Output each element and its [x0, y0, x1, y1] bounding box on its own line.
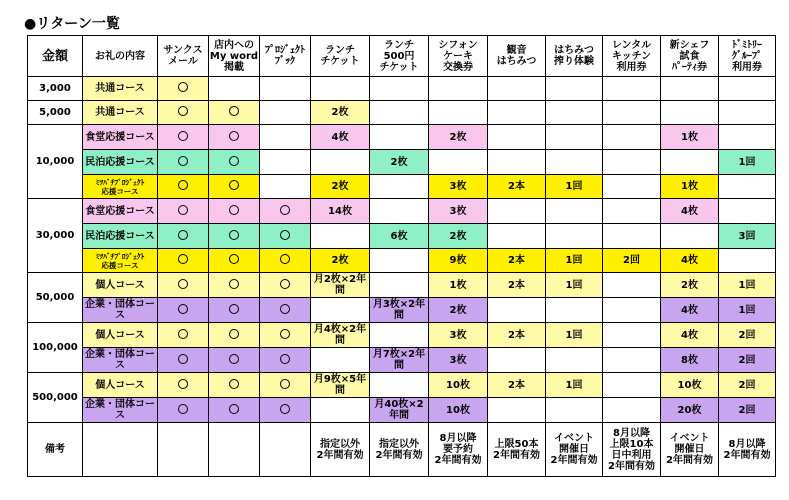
- table-row: [28, 398, 776, 423]
- value-cell: 2枚: [661, 273, 719, 298]
- course-cell: 共通コース: [83, 101, 158, 125]
- table-row: [28, 77, 776, 101]
- header-row: [28, 36, 776, 77]
- empty-cell: [260, 125, 311, 150]
- circle-mark-icon: [229, 279, 239, 289]
- value-cell: 4枚: [661, 199, 719, 224]
- page-title: ●リターン一覧: [24, 16, 120, 32]
- value-cell: 10枚: [429, 398, 488, 423]
- note-cell: イベント 開催日 2年間有効: [546, 423, 603, 477]
- value-cell: 3枚: [429, 175, 488, 199]
- circle-mark: [158, 323, 209, 348]
- circle-mark-icon: [178, 404, 188, 414]
- empty-cell: [546, 224, 603, 249]
- circle-mark-icon: [178, 156, 188, 166]
- empty-cell: [546, 199, 603, 224]
- circle-mark: [260, 224, 311, 249]
- course-cell: 企業・団体コース: [83, 348, 158, 373]
- circle-mark-icon: [178, 354, 188, 364]
- value-cell: 2本: [488, 249, 546, 273]
- empty-cell: [546, 125, 603, 150]
- course-cell: 民泊応援コース: [83, 224, 158, 249]
- header-dormitory: ﾄﾞﾐﾄﾘｰ ｸﾞﾙｰﾌﾟ 利用券: [719, 36, 776, 77]
- empty-cell: [603, 224, 661, 249]
- empty-cell: [719, 249, 776, 273]
- empty-cell: [603, 199, 661, 224]
- circle-mark-icon: [178, 106, 188, 116]
- note-cell: 8月以降 要予約 2年間有効: [429, 423, 488, 477]
- empty-cell: [429, 77, 488, 101]
- empty-cell: [546, 77, 603, 101]
- empty-cell: [260, 175, 311, 199]
- empty-cell: [158, 423, 209, 477]
- circle-mark: [209, 175, 260, 199]
- value-cell: 3回: [719, 224, 776, 249]
- circle-mark: [260, 298, 311, 323]
- header-myword: 店内への My word 掲載: [209, 36, 260, 77]
- value-cell: 2本: [488, 175, 546, 199]
- amount-cell: 100,000: [28, 323, 83, 373]
- empty-cell: [603, 398, 661, 423]
- empty-cell: [260, 423, 311, 477]
- empty-cell: [209, 423, 260, 477]
- empty-cell: [311, 150, 370, 175]
- table-row: [28, 323, 776, 348]
- circle-mark-icon: [178, 279, 188, 289]
- course-cell: ﾐﾂﾊﾞﾁﾌﾟﾛｼﾞｪｸﾄ 応援コース: [83, 249, 158, 273]
- value-cell: 8枚: [661, 348, 719, 373]
- value-cell: 1枚: [661, 175, 719, 199]
- course-cell: ﾐﾂﾊﾞﾁﾌﾟﾛｼﾞｪｸﾄ 応援コース: [83, 175, 158, 199]
- value-cell: 2枚: [429, 298, 488, 323]
- circle-mark: [158, 398, 209, 423]
- value-cell: 4枚: [661, 323, 719, 348]
- circle-mark-icon: [229, 230, 239, 240]
- header-thanks-mail: サンクス メール: [158, 36, 209, 77]
- value-cell: 4枚: [661, 298, 719, 323]
- empty-cell: [546, 348, 603, 373]
- empty-cell: [603, 298, 661, 323]
- empty-cell: [370, 199, 429, 224]
- table-row: [28, 249, 776, 273]
- empty-cell: [311, 77, 370, 101]
- header-course: お礼の内容: [83, 36, 158, 77]
- empty-cell: [603, 125, 661, 150]
- course-cell: 個人コース: [83, 273, 158, 298]
- table-row: [28, 298, 776, 323]
- empty-cell: [603, 323, 661, 348]
- empty-cell: [603, 373, 661, 398]
- note-cell: 8月以降 上限10本 日中利用 2年間有効: [603, 423, 661, 477]
- notes-label: 備考: [28, 423, 83, 477]
- empty-cell: [488, 224, 546, 249]
- empty-cell: [661, 224, 719, 249]
- empty-cell: [370, 323, 429, 348]
- note-cell: 上限50本 2年間有効: [488, 423, 546, 477]
- value-cell: 3枚: [429, 348, 488, 373]
- empty-cell: [370, 101, 429, 125]
- value-cell: 2枚: [311, 101, 370, 125]
- circle-mark-icon: [178, 329, 188, 339]
- value-cell: 1回: [546, 273, 603, 298]
- circle-mark-icon: [280, 404, 290, 414]
- empty-cell: [719, 101, 776, 125]
- circle-mark-icon: [280, 304, 290, 314]
- header-amount: 金額: [28, 36, 83, 77]
- empty-cell: [370, 273, 429, 298]
- empty-cell: [719, 77, 776, 101]
- table-row: [28, 150, 776, 175]
- circle-mark: [260, 348, 311, 373]
- circle-mark: [209, 125, 260, 150]
- circle-mark-icon: [178, 82, 188, 92]
- empty-cell: [488, 77, 546, 101]
- header-chef-party: 新シェフ 試食 ﾊﾟｰﾃｨ券: [661, 36, 719, 77]
- empty-cell: [488, 101, 546, 125]
- circle-mark: [158, 249, 209, 273]
- empty-cell: [661, 77, 719, 101]
- value-cell: 1回: [719, 150, 776, 175]
- table-row: [28, 273, 776, 298]
- course-cell: 個人コース: [83, 323, 158, 348]
- empty-cell: [370, 175, 429, 199]
- circle-mark-icon: [229, 180, 239, 190]
- empty-cell: [260, 77, 311, 101]
- circle-mark: [158, 273, 209, 298]
- empty-cell: [488, 199, 546, 224]
- value-cell: 2本: [488, 373, 546, 398]
- circle-mark: [260, 323, 311, 348]
- value-cell: 2回: [719, 398, 776, 423]
- header-kannon-honey: 観音 はちみつ: [488, 36, 546, 77]
- note-cell: 8月以降 2年間有効: [719, 423, 776, 477]
- value-cell: 20枚: [661, 398, 719, 423]
- circle-mark: [158, 348, 209, 373]
- value-cell: 月3枚×2年間: [370, 298, 429, 323]
- circle-mark-icon: [229, 329, 239, 339]
- circle-mark: [158, 125, 209, 150]
- circle-mark: [209, 249, 260, 273]
- circle-mark: [209, 398, 260, 423]
- value-cell: 2回: [719, 323, 776, 348]
- note-cell: イベント 開催日 2年間有効: [661, 423, 719, 477]
- value-cell: 4枚: [311, 125, 370, 150]
- circle-mark-icon: [178, 254, 188, 264]
- note-cell: 指定以外 2年間有効: [370, 423, 429, 477]
- circle-mark: [158, 175, 209, 199]
- circle-mark-icon: [280, 329, 290, 339]
- amount-cell: 30,000: [28, 199, 83, 273]
- value-cell: 3枚: [429, 199, 488, 224]
- empty-cell: [488, 348, 546, 373]
- circle-mark-icon: [178, 180, 188, 190]
- circle-mark: [260, 199, 311, 224]
- header-lunch-500-ticket: ランチ 500円 チケット: [370, 36, 429, 77]
- circle-mark: [158, 199, 209, 224]
- empty-cell: [370, 373, 429, 398]
- amount-cell: 50,000: [28, 273, 83, 323]
- value-cell: 6枚: [370, 224, 429, 249]
- circle-mark-icon: [178, 205, 188, 215]
- table-row: [28, 175, 776, 199]
- table-row: [28, 224, 776, 249]
- table-row: [28, 199, 776, 224]
- header-rental-kitchen: レンタル キッチン 利用券: [603, 36, 661, 77]
- empty-cell: [429, 150, 488, 175]
- amount-cell: 3,000: [28, 77, 83, 101]
- value-cell: 2本: [488, 273, 546, 298]
- value-cell: 14枚: [311, 199, 370, 224]
- circle-mark-icon: [229, 304, 239, 314]
- circle-mark-icon: [229, 156, 239, 166]
- empty-cell: [603, 77, 661, 101]
- empty-cell: [83, 423, 158, 477]
- empty-cell: [546, 298, 603, 323]
- circle-mark: [260, 249, 311, 273]
- circle-mark: [260, 273, 311, 298]
- empty-cell: [661, 101, 719, 125]
- circle-mark: [209, 273, 260, 298]
- empty-cell: [719, 125, 776, 150]
- empty-cell: [209, 77, 260, 101]
- value-cell: 月40枚×2年間: [370, 398, 429, 423]
- course-cell: 民泊応援コース: [83, 150, 158, 175]
- circle-mark: [158, 373, 209, 398]
- empty-cell: [370, 249, 429, 273]
- circle-mark: [209, 150, 260, 175]
- circle-mark-icon: [229, 379, 239, 389]
- empty-cell: [260, 101, 311, 125]
- circle-mark: [158, 101, 209, 125]
- empty-cell: [488, 150, 546, 175]
- course-cell: 共通コース: [83, 77, 158, 101]
- course-cell: 食堂応援コース: [83, 125, 158, 150]
- circle-mark: [260, 373, 311, 398]
- circle-mark-icon: [229, 404, 239, 414]
- circle-mark: [209, 224, 260, 249]
- header-lunch-ticket: ランチ チケット: [311, 36, 370, 77]
- circle-mark: [209, 348, 260, 373]
- empty-cell: [603, 150, 661, 175]
- table-row: [28, 373, 776, 398]
- value-cell: 1回: [546, 373, 603, 398]
- circle-mark-icon: [178, 304, 188, 314]
- header-project-book: ﾌﾟﾛｼﾞｪｸﾄ ﾌﾞｯｸ: [260, 36, 311, 77]
- value-cell: 1枚: [429, 273, 488, 298]
- circle-mark: [209, 298, 260, 323]
- value-cell: 月4枚×2年間: [311, 323, 370, 348]
- circle-mark-icon: [280, 379, 290, 389]
- value-cell: 2回: [603, 249, 661, 273]
- empty-cell: [546, 101, 603, 125]
- course-cell: 企業・団体コース: [83, 398, 158, 423]
- circle-mark-icon: [178, 230, 188, 240]
- return-table: [27, 35, 776, 477]
- value-cell: 4枚: [661, 249, 719, 273]
- empty-cell: [370, 77, 429, 101]
- empty-cell: [546, 398, 603, 423]
- circle-mark: [158, 77, 209, 101]
- note-cell: 指定以外 2年間有効: [311, 423, 370, 477]
- value-cell: 1回: [719, 273, 776, 298]
- value-cell: 1回: [546, 323, 603, 348]
- value-cell: 月2枚×2年間: [311, 273, 370, 298]
- circle-mark-icon: [178, 379, 188, 389]
- empty-cell: [719, 175, 776, 199]
- circle-mark-icon: [280, 254, 290, 264]
- amount-cell: 5,000: [28, 101, 83, 125]
- circle-mark-icon: [280, 205, 290, 215]
- circle-mark-icon: [229, 131, 239, 141]
- empty-cell: [603, 175, 661, 199]
- table-row: [28, 125, 776, 150]
- empty-cell: [603, 273, 661, 298]
- circle-mark-icon: [280, 354, 290, 364]
- value-cell: 1回: [546, 249, 603, 273]
- empty-cell: [488, 125, 546, 150]
- table-row: [28, 101, 776, 125]
- empty-cell: [719, 199, 776, 224]
- circle-mark: [209, 373, 260, 398]
- amount-cell: 500,000: [28, 373, 83, 423]
- header-chiffon-ticket: シフォン ケーキ 交換券: [429, 36, 488, 77]
- value-cell: 1回: [546, 175, 603, 199]
- course-cell: 個人コース: [83, 373, 158, 398]
- empty-cell: [429, 101, 488, 125]
- notes-row: [28, 423, 776, 477]
- empty-cell: [603, 101, 661, 125]
- circle-mark-icon: [280, 230, 290, 240]
- empty-cell: [311, 348, 370, 373]
- empty-cell: [311, 298, 370, 323]
- circle-mark-icon: [229, 254, 239, 264]
- circle-mark: [209, 199, 260, 224]
- value-cell: 2回: [719, 373, 776, 398]
- circle-mark: [260, 398, 311, 423]
- circle-mark: [158, 150, 209, 175]
- circle-mark: [209, 101, 260, 125]
- circle-mark: [209, 323, 260, 348]
- value-cell: 2枚: [311, 249, 370, 273]
- empty-cell: [661, 150, 719, 175]
- empty-cell: [311, 224, 370, 249]
- circle-mark-icon: [229, 106, 239, 116]
- value-cell: 10枚: [661, 373, 719, 398]
- value-cell: 月7枚×2年間: [370, 348, 429, 373]
- circle-mark-icon: [280, 279, 290, 289]
- empty-cell: [488, 398, 546, 423]
- table-row: [28, 348, 776, 373]
- course-cell: 食堂応援コース: [83, 199, 158, 224]
- value-cell: 2本: [488, 323, 546, 348]
- value-cell: 3枚: [429, 323, 488, 348]
- value-cell: 1枚: [661, 125, 719, 150]
- value-cell: 9枚: [429, 249, 488, 273]
- value-cell: 10枚: [429, 373, 488, 398]
- circle-mark: [158, 298, 209, 323]
- value-cell: 2枚: [311, 175, 370, 199]
- empty-cell: [311, 398, 370, 423]
- empty-cell: [260, 150, 311, 175]
- circle-mark-icon: [178, 131, 188, 141]
- empty-cell: [546, 150, 603, 175]
- empty-cell: [370, 125, 429, 150]
- header-honey-experience: はちみつ 搾り体験: [546, 36, 603, 77]
- value-cell: 2枚: [429, 224, 488, 249]
- circle-mark: [158, 224, 209, 249]
- course-cell: 企業・団体コース: [83, 298, 158, 323]
- value-cell: 1回: [719, 298, 776, 323]
- empty-cell: [603, 348, 661, 373]
- circle-mark-icon: [229, 205, 239, 215]
- value-cell: 2回: [719, 348, 776, 373]
- circle-mark-icon: [229, 354, 239, 364]
- value-cell: 2枚: [429, 125, 488, 150]
- empty-cell: [488, 298, 546, 323]
- value-cell: 2枚: [370, 150, 429, 175]
- value-cell: 月9枚×5年間: [311, 373, 370, 398]
- amount-cell: 10,000: [28, 125, 83, 199]
